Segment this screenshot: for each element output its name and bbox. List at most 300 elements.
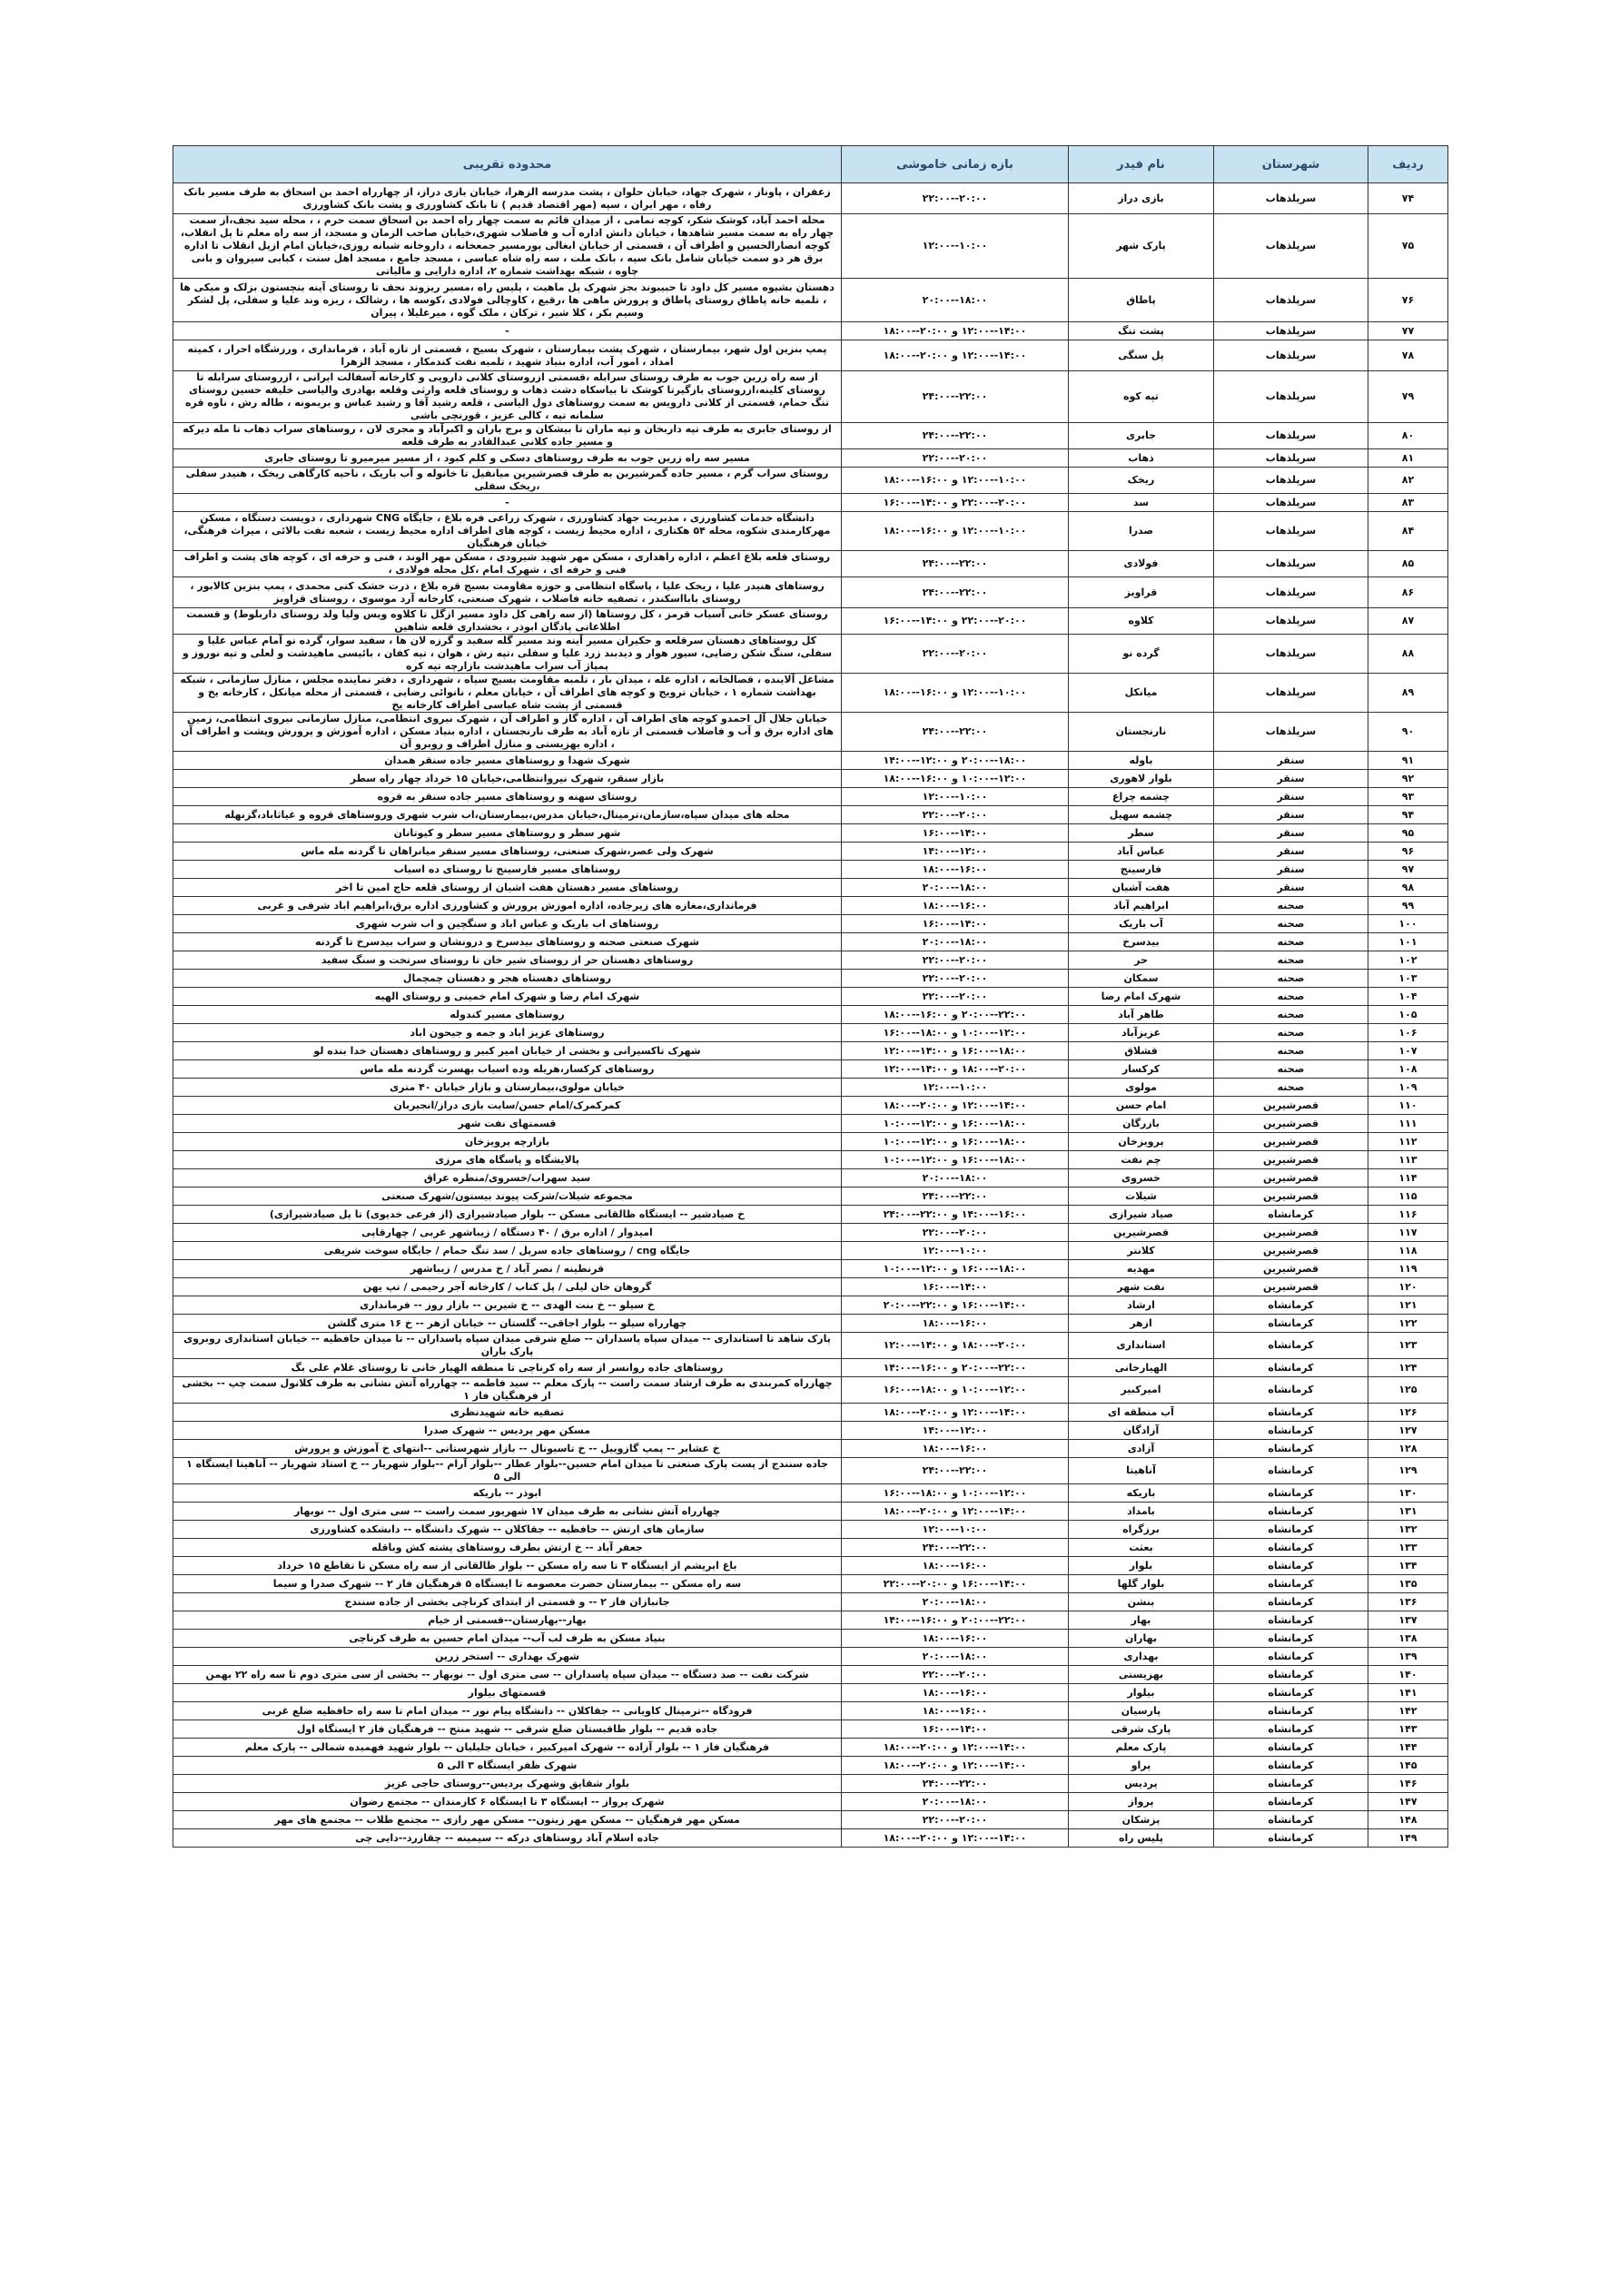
table-row: [173, 1097, 1448, 1115]
cell-area: شهرک ولی عصر،شهرک صنعتی، روستاهای مسیر سنقر میانراهان تا گردنه مله ماس: [173, 843, 842, 861]
cell-area: مسکن مهر فرهنگیان -- مسکن مهر زیتون-- مسکن مهر رازی -- مجتمع طلاب -- مجتمع های مهر: [173, 1811, 842, 1829]
cell-row-number: ۱۳۶: [1368, 1593, 1448, 1611]
cell-area: روستاهای هنیدر علیا ، ریخک علیا ، پاسگاه انتظامی و حوزه مقاومت بسیج قره بلاغ ، ذرت خشک کنی محمدی ، پمپ بنزین کالابور ، روستای بابااسکندر ، تصفیه خانه فاضلاب ، شهرک صنعتی، کارخانه آرد موسوی ، روستای قراویز: [173, 577, 842, 608]
cell-feeder: تپه کوه: [1069, 371, 1214, 423]
cell-area: قسمتهای نفت شهر: [173, 1115, 842, 1133]
cell-city: کرمانشاه: [1214, 1611, 1368, 1630]
cell-feeder: جابری: [1069, 423, 1214, 449]
cell-area: فرمانداری،مغازه های زیرجاده، اداره اموزش پرورش و کشاورزی اداره برق،ابراهیم اباد شرقی و غربی: [173, 897, 842, 915]
cell-row-number: ۱۱۸: [1368, 1242, 1448, 1260]
cell-time-range: ۱۴:۰۰--۱۲:۰۰ و ۲۰:۰۰--۱۸:۰۰: [842, 1503, 1069, 1521]
cell-time-range: ۱۴:۰۰--۱۲:۰۰ و ۲۰:۰۰--۱۸:۰۰: [842, 1739, 1069, 1757]
cell-row-number: ۱۳۳: [1368, 1539, 1448, 1557]
cell-city: سرپلذهاب: [1214, 340, 1368, 371]
cell-city: کرمانشاه: [1214, 1593, 1368, 1611]
cell-time-range: ۱۴:۰۰--۱۲:۰۰ و ۲۰:۰۰--۱۸:۰۰: [842, 322, 1069, 340]
cell-time-range: ۲۲:۰۰--۲۰:۰۰ و ۱۶:۰۰--۱۸:۰۰: [842, 1006, 1069, 1024]
cell-area: پالایشگاه و پاسگاه های مرزی: [173, 1151, 842, 1169]
cell-time-range: ۱۲:۰۰--۱۰:۰۰ و ۱۶:۰۰--۱۸:۰۰: [842, 770, 1069, 788]
table-row: [173, 494, 1448, 512]
cell-row-number: ۹۲: [1368, 770, 1448, 788]
table-row: [173, 1775, 1448, 1793]
cell-area: باغ ابریشم از ایستگاه ۳ تا سه راه مسکن -- بلوار ظالقانی از سه راه مسکن تا تقاطع ۱۵ خرداد: [173, 1557, 842, 1575]
blackout-schedule-table: [173, 145, 1448, 1848]
cell-time-range: ۱۰:۰۰--۱۲:۰۰: [842, 1242, 1069, 1260]
cell-feeder: پزشکان: [1069, 1811, 1214, 1829]
cell-time-range: ۱۴:۰۰--۱۶:۰۰: [842, 1278, 1069, 1296]
cell-city: کرمانشاه: [1214, 1702, 1368, 1720]
cell-feeder: قصرشیرین: [1069, 1224, 1214, 1242]
cell-feeder: بهار: [1069, 1611, 1214, 1630]
cell-area: پارک شاهد تا استانداری -- میدان سپاه پاسداران -- ضلع شرقی میدان سپاه پاسداران -- تا میدان حافظیه -- خیابان استانداری روبروی پارک باران: [173, 1333, 842, 1359]
cell-time-range: ۲۰:۰۰--۲۲:۰۰: [842, 449, 1069, 468]
cell-feeder: قراویز: [1069, 577, 1214, 608]
cell-city: کرمانشاه: [1214, 1666, 1368, 1684]
cell-row-number: ۱۴۰: [1368, 1666, 1448, 1684]
cell-area: خ عشایر -- پمپ گازوییل -- خ تاسیونال -- بازار شهرستانی --انتهای خ آموزش و پرورش: [173, 1440, 842, 1458]
cell-time-range: ۱۶:۰۰--۱۸:۰۰: [842, 1315, 1069, 1333]
cell-feeder: آزادگان: [1069, 1422, 1214, 1440]
cell-city: صحنه: [1214, 1006, 1368, 1024]
cell-row-number: ۸۴: [1368, 512, 1448, 551]
cell-city: سرپلذهاب: [1214, 423, 1368, 449]
cell-row-number: ۹۱: [1368, 752, 1448, 770]
cell-city: سرپلذهاب: [1214, 713, 1368, 752]
cell-area: بهار--بهارستان--قسمتی از خیام: [173, 1611, 842, 1630]
cell-city: قصرشیرین: [1214, 1133, 1368, 1151]
cell-area: خ صیادشیر -- ایستگاه ظالقانی مسکن -- بلوار صیادشیرازی (از فرعی خدیوی) تا پل صیادشیرازی): [173, 1206, 842, 1224]
table-row: [173, 1359, 1448, 1377]
header-city: شهرستان: [1214, 146, 1368, 183]
cell-city: کرمانشاه: [1214, 1440, 1368, 1458]
cell-area: روستاهای عزیز اباد و جمه و جیحون اباد: [173, 1024, 842, 1042]
cell-feeder: شیلات: [1069, 1187, 1214, 1206]
cell-feeder: چشمه سهیل: [1069, 806, 1214, 824]
cell-area: کل روستاهای دهستان سرقلعه و حکیران مسیر آینه وند مسیر گله سفید و گرزه لان ها ، سفید سوار، گرده نو آمام عباس علیا و سفلی، سنگ شکن رضایی، سیور هوار و دیدبند زرد علیا و سفلی ،تپه رش ، هوان ، تپه کفان ، بائیسی ماهیدشت و لعلی و تپه نوروز و پمپاژ آب سراب ماهیدشت بازارچه تپه کره: [173, 635, 842, 674]
cell-row-number: ۱۰۳: [1368, 970, 1448, 988]
cell-city: سنقر: [1214, 861, 1368, 879]
cell-row-number: ۱۲۱: [1368, 1296, 1448, 1315]
cell-city: سنقر: [1214, 843, 1368, 861]
cell-feeder: آناهیتا: [1069, 1458, 1214, 1484]
cell-area: شهر سطر و روستاهای مسیر سطر و کیوتانان: [173, 824, 842, 843]
cell-time-range: ۲۲:۰۰--۲۴:۰۰: [842, 371, 1069, 423]
cell-time-range: ۲۰:۰۰--۲۲:۰۰: [842, 806, 1069, 824]
cell-area: جایگاه cng / روستاهای جاده سرپل / سد تنگ حمام / جایگاه سوخت شریفی: [173, 1242, 842, 1260]
cell-row-number: ۱۲۵: [1368, 1377, 1448, 1404]
header-feeder: نام فیدر: [1069, 146, 1214, 183]
cell-city: سنقر: [1214, 752, 1368, 770]
cell-row-number: ۱۰۹: [1368, 1079, 1448, 1097]
table-row: [173, 1666, 1448, 1684]
table-row: [173, 1260, 1448, 1278]
cell-row-number: ۱۰۴: [1368, 988, 1448, 1006]
cell-city: سرپلذهاب: [1214, 214, 1368, 279]
cell-city: کرمانشاه: [1214, 1684, 1368, 1702]
cell-city: سرپلذهاب: [1214, 674, 1368, 713]
cell-city: صحنه: [1214, 933, 1368, 951]
cell-row-number: ۱۴۱: [1368, 1684, 1448, 1702]
table-row: [173, 806, 1448, 824]
cell-feeder: هفت آشیان: [1069, 879, 1214, 897]
table-row: [173, 1133, 1448, 1151]
table-row: [173, 915, 1448, 933]
cell-row-number: ۷۹: [1368, 371, 1448, 423]
cell-time-range: ۲۰:۰۰--۲۲:۰۰: [842, 970, 1069, 988]
cell-time-range: ۱۰:۰۰--۱۲:۰۰: [842, 214, 1069, 279]
cell-city: سرپلذهاب: [1214, 512, 1368, 551]
cell-row-number: ۸۵: [1368, 551, 1448, 577]
cell-city: کرمانشاه: [1214, 1630, 1368, 1648]
cell-time-range: ۲۲:۰۰--۲۴:۰۰: [842, 1187, 1069, 1206]
cell-time-range: ۱۶:۰۰--۱۸:۰۰: [842, 1684, 1069, 1702]
cell-feeder: مهدیه: [1069, 1260, 1214, 1278]
cell-area: بلوار شقایق وشهرک پردیس--روستای حاجی عزیز: [173, 1775, 842, 1793]
cell-time-range: ۲۰:۰۰--۲۲:۰۰: [842, 183, 1069, 214]
cell-city: کرمانشاه: [1214, 1811, 1368, 1829]
cell-area: خ سیلو -- خ بنت الهدی -- خ شیرین -- بازار روز -- فرمانداری: [173, 1296, 842, 1315]
cell-time-range: ۲۲:۰۰--۲۴:۰۰: [842, 1775, 1069, 1793]
cell-area: روستاهای مسیر فارسینج تا روستای ده اسیاب: [173, 861, 842, 879]
cell-row-number: ۱۴۵: [1368, 1757, 1448, 1775]
cell-city: سنقر: [1214, 824, 1368, 843]
table-row: [173, 1539, 1448, 1557]
cell-feeder: باریکه: [1069, 1484, 1214, 1503]
cell-city: سرپلذهاب: [1214, 551, 1368, 577]
table-row: [173, 577, 1448, 608]
cell-city: صحنه: [1214, 988, 1368, 1006]
cell-row-number: ۱۴۶: [1368, 1775, 1448, 1793]
cell-row-number: ۱۰۷: [1368, 1042, 1448, 1060]
cell-time-range: ۱۸:۰۰--۲۰:۰۰: [842, 279, 1069, 322]
cell-city: کرمانشاه: [1214, 1206, 1368, 1224]
cell-feeder: میانکل: [1069, 674, 1214, 713]
cell-area: -: [173, 494, 842, 512]
cell-feeder: بامداد: [1069, 1503, 1214, 1521]
cell-area: سازمان های ارتش -- حافظیه -- جقاکلان -- شهرک دانشگاه -- دانشکده کشاورزی: [173, 1521, 842, 1539]
cell-city: صحنه: [1214, 951, 1368, 970]
cell-time-range: ۱۴:۰۰--۱۶:۰۰: [842, 915, 1069, 933]
cell-row-number: ۱۱۲: [1368, 1133, 1448, 1151]
cell-row-number: ۸۶: [1368, 577, 1448, 608]
table-row: [173, 1060, 1448, 1079]
cell-row-number: ۱۳۴: [1368, 1557, 1448, 1575]
cell-area: جاده سنندج از پست پارک صنعتی تا میدان امام حسین--بلوار عطار --بلوار آرام --بلوار شهریار -- خ استاد شهریار -- آناهیتا ایستگاه ۱ الی ۵: [173, 1458, 842, 1484]
cell-row-number: ۱۱۵: [1368, 1187, 1448, 1206]
cell-time-range: ۱۸:۰۰--۱۶:۰۰ و ۱۲:۰۰--۱۰:۰۰: [842, 1151, 1069, 1169]
cell-feeder: پارک معلم: [1069, 1739, 1214, 1757]
cell-area: فرهنگیان فاز ۱ -- بلوار آزاده -- شهرک امیرکبیر ، خیابان جلیلیان -- بلوار شهید فهمیده شمالی -- پارک معلم: [173, 1739, 842, 1757]
table-row: [173, 512, 1448, 551]
table-row: [173, 1440, 1448, 1458]
cell-area: روستای سهنه و روستاهای مسیر جاده سنقر به قروه: [173, 788, 842, 806]
cell-feeder: عزیزآباد: [1069, 1024, 1214, 1042]
cell-area: زعفران ، پاوناز ، شهرک جهاد، خیابان حلوان ، پشت مدرسه الزهرا، خیابان بازی دراز، از چهارراه احمد بن اسحاق به طرف مسیر بانک رفاه ، مهر ایران ، سپه (مهر اقتصاد قدیم ) تا بانک کشاورزی و پشت بانک کشاورزی: [173, 183, 842, 214]
table-row: [173, 824, 1448, 843]
cell-row-number: ۱۲۲: [1368, 1315, 1448, 1333]
cell-city: کرمانشاه: [1214, 1775, 1368, 1793]
cell-feeder: کلاوه: [1069, 608, 1214, 635]
cell-area: ابوذر -- باریکه: [173, 1484, 842, 1503]
cell-row-number: ۱۲۷: [1368, 1422, 1448, 1440]
cell-area: جانبازان فاز ۲ -- و قسمتی از ابتدای کرناچی بخشی از جاده سنندج: [173, 1593, 842, 1611]
cell-feeder: بعثت: [1069, 1539, 1214, 1557]
cell-area: روستاهای مسیر کندوله: [173, 1006, 842, 1024]
cell-time-range: ۱۸:۰۰--۱۶:۰۰ و ۱۲:۰۰--۱۰:۰۰: [842, 1133, 1069, 1151]
cell-time-range: ۱۶:۰۰--۱۸:۰۰: [842, 861, 1069, 879]
table-row: [173, 788, 1448, 806]
cell-feeder: امام حسن: [1069, 1097, 1214, 1115]
table-row: [173, 933, 1448, 951]
cell-row-number: ۱۰۶: [1368, 1024, 1448, 1042]
cell-area: شرکت نفت -- صد دستگاه -- میدان سپاه پاسداران -- سی متری اول -- نوبهار -- بخشی از سی متری دوم تا سه راه ۲۲ بهمن: [173, 1666, 842, 1684]
cell-time-range: ۱۶:۰۰--۱۸:۰۰: [842, 1557, 1069, 1575]
cell-row-number: ۱۰۰: [1368, 915, 1448, 933]
cell-area: مسکن مهر پردیس -- شهرک صدرا: [173, 1422, 842, 1440]
table-row: [173, 183, 1448, 214]
cell-time-range: ۱۰:۰۰--۱۲:۰۰: [842, 788, 1069, 806]
cell-city: کرمانشاه: [1214, 1829, 1368, 1848]
cell-feeder: چم نفت: [1069, 1151, 1214, 1169]
cell-feeder: بیدسرخ: [1069, 933, 1214, 951]
table-row: [173, 214, 1448, 279]
table-row: [173, 1630, 1448, 1648]
cell-city: قصرشیرین: [1214, 1187, 1368, 1206]
cell-city: کرمانشاه: [1214, 1503, 1368, 1521]
cell-feeder: ابراهیم آباد: [1069, 897, 1214, 915]
cell-city: کرمانشاه: [1214, 1422, 1368, 1440]
cell-row-number: ۱۱۱: [1368, 1115, 1448, 1133]
cell-area: جعفر آباد -- خ ارتش بطرف روستاهای پشته کش وباقله: [173, 1539, 842, 1557]
table-row: [173, 423, 1448, 449]
cell-feeder: ازهر: [1069, 1315, 1214, 1333]
table-row: [173, 1315, 1448, 1333]
cell-row-number: ۱۳۰: [1368, 1484, 1448, 1503]
cell-city: کرمانشاه: [1214, 1404, 1368, 1422]
cell-row-number: ۷۵: [1368, 214, 1448, 279]
cell-feeder: مولوی: [1069, 1079, 1214, 1097]
cell-row-number: ۱۱۴: [1368, 1169, 1448, 1187]
cell-area: روستاهای دهستان حر از روستای شیر خان تا روستای سرتخت و سنگ سفید: [173, 951, 842, 970]
cell-feeder: نارنجستان: [1069, 713, 1214, 752]
cell-area: -: [173, 322, 842, 340]
table-row: [173, 970, 1448, 988]
cell-feeder: چشمه چراغ: [1069, 788, 1214, 806]
cell-row-number: ۱۱۰: [1368, 1097, 1448, 1115]
cell-feeder: قشلاق: [1069, 1042, 1214, 1060]
header-time-range: بازه زمانی خاموشی: [842, 146, 1069, 183]
cell-area: شهرک بهداری -- استخر زرین: [173, 1648, 842, 1666]
cell-time-range: ۲۰:۰۰--۱۸:۰۰ و ۱۴:۰۰--۱۲:۰۰: [842, 1060, 1069, 1079]
cell-area: مسیر سه راه زرین جوب به طرف روستاهای دسکی و کلم کبود ، از مسیر میرمیرو تا روستای جابری: [173, 449, 842, 468]
cell-feeder: سطر: [1069, 824, 1214, 843]
cell-time-range: ۲۰:۰۰--۲۲:۰۰: [842, 951, 1069, 970]
cell-area: شهرک امام رضا و شهرک امام خمینی و روستای الهیه: [173, 988, 842, 1006]
cell-time-range: ۲۰:۰۰--۲۲:۰۰: [842, 1811, 1069, 1829]
cell-time-range: ۱۴:۰۰--۱۲:۰۰ و ۲۰:۰۰--۱۸:۰۰: [842, 1097, 1069, 1115]
table-row: [173, 674, 1448, 713]
cell-time-range: ۱۰:۰۰--۱۲:۰۰: [842, 1521, 1069, 1539]
cell-area: از روستای جابری به طرف تپه داربخان و تپه ماران تا بیشکان و برج باران و اکبرآباد و مجری لان ، روستاهای سراب ذهاب تا مله دیرکه و مسیر جاده کلانی عبدالقادر به طرف قلعه: [173, 423, 842, 449]
cell-feeder: بلوار لاهوری: [1069, 770, 1214, 788]
table-row: [173, 1829, 1448, 1848]
cell-area: جاده قدیم -- بلوار طاقبستان ضلع شرقی -- شهید منتح -- فرهنگیان فاز ۲ ایستگاه اول: [173, 1720, 842, 1739]
cell-city: کرمانشاه: [1214, 1296, 1368, 1315]
cell-row-number: ۹۳: [1368, 788, 1448, 806]
cell-row-number: ۱۳۲: [1368, 1521, 1448, 1539]
cell-area: روستاهای اب باریک و عباس اباد و سنگچین و اب شرب شهری: [173, 915, 842, 933]
cell-area: بازار سنقر، شهرک نیروانتظامی،خیابان ۱۵ خرداد چهار راه سطر: [173, 770, 842, 788]
cell-time-range: ۲۲:۰۰--۲۴:۰۰: [842, 1539, 1069, 1557]
cell-feeder: خسروی: [1069, 1169, 1214, 1187]
cell-row-number: ۱۲۴: [1368, 1359, 1448, 1377]
cell-feeder: پراو: [1069, 1757, 1214, 1775]
cell-feeder: آب باریک: [1069, 915, 1214, 933]
table-row: [173, 1333, 1448, 1359]
cell-area: دهستان بشیوه مسیر کل داود تا حبیبوند بجز شهرک پل ماهیت ، پلیس راه ،مسیر ریزوند نجف تا روستای آینه بنچستون بزلک و میکی ها ، تلمبه خانه پاطاق روستای پاطاق و پرورش ماهی ها ،رقیع ، کاوچالی فولادی ،کوسه ها ، رشالک ، ریزه وند علیا و سفلی، پل لشکر وسیم بکر ، کلا شیر ، ترکان ، ملک گوه ، میرعلیلا ، پیران: [173, 279, 842, 322]
table-row: [173, 551, 1448, 577]
table-row: [173, 468, 1448, 494]
cell-feeder: کلانتر: [1069, 1242, 1214, 1260]
cell-row-number: ۱۲۰: [1368, 1278, 1448, 1296]
cell-row-number: ۸۹: [1368, 674, 1448, 713]
table-row: [173, 861, 1448, 879]
cell-area: سه راه مسکن -- بیمارستان حضرت معصومه تا ایستگاه ۵ فرهنگیان فاز ۲ -- شهرک صدرا و سیما: [173, 1575, 842, 1593]
cell-time-range: ۲۰:۰۰--۱۸:۰۰ و ۱۴:۰۰--۱۲:۰۰: [842, 1333, 1069, 1359]
cell-area: کمرکمرک/امام حسن/سایت بازی دراز/انجیربان: [173, 1097, 842, 1115]
cell-city: کرمانشاه: [1214, 1557, 1368, 1575]
cell-feeder: سد: [1069, 494, 1214, 512]
cell-time-range: ۱۴:۰۰--۱۶:۰۰: [842, 824, 1069, 843]
cell-area: روستای عسکر خانی آسیاب قرمز ، کل روستاها (از سه راهی کل داود مسیر ازگل تا کلاوه ویس ولیا ولد روستای داربلوط) و قسمت اطلاعاتی پادگان ابوذر ، بخشداری قلعه شاهین: [173, 608, 842, 635]
cell-city: کرمانشاه: [1214, 1720, 1368, 1739]
cell-feeder: بهداری: [1069, 1648, 1214, 1666]
table-row: [173, 843, 1448, 861]
cell-time-range: ۱۲:۰۰--۱۰:۰۰ و ۱۸:۰۰--۱۶:۰۰: [842, 1024, 1069, 1042]
cell-feeder: ذهاب: [1069, 449, 1214, 468]
table-row: [173, 340, 1448, 371]
cell-feeder: صیاد شیرازی: [1069, 1206, 1214, 1224]
cell-time-range: ۲۰:۰۰--۲۲:۰۰: [842, 635, 1069, 674]
cell-feeder: کرکسار: [1069, 1060, 1214, 1079]
cell-row-number: ۸۳: [1368, 494, 1448, 512]
table-row: [173, 449, 1448, 468]
cell-row-number: ۹۷: [1368, 861, 1448, 879]
cell-time-range: ۱۴:۰۰--۱۶:۰۰ و ۲۲:۰۰--۲۰:۰۰: [842, 1296, 1069, 1315]
cell-row-number: ۸۱: [1368, 449, 1448, 468]
cell-row-number: ۹۴: [1368, 806, 1448, 824]
cell-city: صحنه: [1214, 1024, 1368, 1042]
cell-area: پمپ بنزین اول شهر، بیمارستان ، شهرک پشت بیمارستان ، شهرک بسیج ، قسمتی از تازه آباد ، فرمانداری ، ورزشگاه احرار ، کمیته امداد ، امور آب، اداره بنیاد شهید ، تلمبه نفت کندمکار ، مسجد الزهرا: [173, 340, 842, 371]
table-row: [173, 1422, 1448, 1440]
cell-city: صحنه: [1214, 1060, 1368, 1079]
cell-row-number: ۷۷: [1368, 322, 1448, 340]
cell-city: قصرشیرین: [1214, 1169, 1368, 1187]
table-row: [173, 1115, 1448, 1133]
cell-row-number: ۱۱۳: [1368, 1151, 1448, 1169]
cell-time-range: ۱۸:۰۰--۲۰:۰۰: [842, 933, 1069, 951]
cell-row-number: ۱۱۷: [1368, 1224, 1448, 1242]
cell-city: سرپلذهاب: [1214, 449, 1368, 468]
cell-city: صحنه: [1214, 1079, 1368, 1097]
cell-time-range: ۲۲:۰۰--۲۴:۰۰: [842, 551, 1069, 577]
cell-time-range: ۱۴:۰۰--۱۶:۰۰ و ۲۰:۰۰--۲۲:۰۰: [842, 1575, 1069, 1593]
cell-area: شهرک صنعتی صحنه و روستاهای بیدسرخ و درونشان و سراب بیدسرخ تا گردنه: [173, 933, 842, 951]
cell-feeder: الهیارخانی: [1069, 1359, 1214, 1377]
cell-feeder: فارسینج: [1069, 861, 1214, 879]
cell-feeder: حر: [1069, 951, 1214, 970]
cell-row-number: ۱۴۳: [1368, 1720, 1448, 1739]
cell-feeder: صدرا: [1069, 512, 1214, 551]
cell-row-number: ۱۴۲: [1368, 1702, 1448, 1720]
cell-city: قصرشیرین: [1214, 1097, 1368, 1115]
cell-time-range: ۱۸:۰۰--۱۶:۰۰ و ۱۲:۰۰--۱۰:۰۰: [842, 1115, 1069, 1133]
table-row: [173, 951, 1448, 970]
cell-area: روستاهای مسیر دهستان هفت اشیان از روستای قلعه حاج امین تا اخر: [173, 879, 842, 897]
cell-time-range: ۲۲:۰۰--۲۰:۰۰ و ۱۶:۰۰--۱۴:۰۰: [842, 1359, 1069, 1377]
cell-feeder: شهرک امام رضا: [1069, 988, 1214, 1006]
cell-feeder: بهزیستی: [1069, 1666, 1214, 1684]
cell-city: کرمانشاه: [1214, 1739, 1368, 1757]
cell-time-range: ۱۸:۰۰--۲۰:۰۰: [842, 879, 1069, 897]
cell-area: بنیاد مسکن به طرف لب آب-- میدان امام حسین به طرف کرناچی: [173, 1630, 842, 1648]
cell-area: مجموعه شیلات/شرکت پیوند بیستون/شهرک صنعتی: [173, 1187, 842, 1206]
cell-city: سنقر: [1214, 788, 1368, 806]
cell-city: قصرشیرین: [1214, 1115, 1368, 1133]
cell-row-number: ۱۱۶: [1368, 1206, 1448, 1224]
cell-time-range: ۲۲:۰۰--۲۴:۰۰: [842, 713, 1069, 752]
cell-row-number: ۱۰۵: [1368, 1006, 1448, 1024]
cell-row-number: ۸۰: [1368, 423, 1448, 449]
cell-city: کرمانشاه: [1214, 1757, 1368, 1775]
cell-feeder: پلیس راه: [1069, 1829, 1214, 1848]
table-row: [173, 1811, 1448, 1829]
cell-city: کرمانشاه: [1214, 1333, 1368, 1359]
cell-feeder: سمکان: [1069, 970, 1214, 988]
table-row: [173, 1242, 1448, 1260]
cell-feeder: گرده نو: [1069, 635, 1214, 674]
cell-row-number: ۱۱۹: [1368, 1260, 1448, 1278]
cell-time-range: ۱۸:۰۰--۲۰:۰۰: [842, 1593, 1069, 1611]
cell-city: قصرشیرین: [1214, 1151, 1368, 1169]
cell-area: قرنطینه / نصر آباد / خ مدرس / زیباشهر: [173, 1260, 842, 1278]
cell-area: روستاهای جاده روانسر از سه راه کرناچی تا منطقه الهیار خانی تا روستای غلام علی بگ: [173, 1359, 842, 1377]
table-row: [173, 770, 1448, 788]
cell-time-range: ۱۲:۰۰--۱۰:۰۰ و ۱۸:۰۰--۱۶:۰۰: [842, 1484, 1069, 1503]
table-row: [173, 1648, 1448, 1666]
cell-time-range: ۲۲:۰۰--۲۴:۰۰: [842, 1458, 1069, 1484]
table-row: [173, 752, 1448, 770]
cell-feeder: طاهر آباد: [1069, 1006, 1214, 1024]
cell-city: سرپلذهاب: [1214, 608, 1368, 635]
cell-city: صحنه: [1214, 897, 1368, 915]
cell-city: سنقر: [1214, 770, 1368, 788]
table-row: [173, 1484, 1448, 1503]
cell-city: کرمانشاه: [1214, 1484, 1368, 1503]
table-body: [173, 183, 1448, 1848]
cell-area: شهرک شهدا و روستاهای مسیر جاده سنقر همدان: [173, 752, 842, 770]
cell-time-range: ۲۰:۰۰--۲۲:۰۰: [842, 1666, 1069, 1684]
cell-city: صحنه: [1214, 915, 1368, 933]
cell-row-number: ۱۴۴: [1368, 1739, 1448, 1757]
table-header: [173, 146, 1448, 183]
cell-feeder: ریخک: [1069, 468, 1214, 494]
cell-row-number: ۱۲۳: [1368, 1333, 1448, 1359]
table-row: [173, 897, 1448, 915]
cell-city: قصرشیرین: [1214, 1242, 1368, 1260]
cell-feeder: پرویزخان: [1069, 1133, 1214, 1151]
cell-time-range: ۲۲:۰۰--۲۰:۰۰ و ۱۶:۰۰--۱۴:۰۰: [842, 1611, 1069, 1630]
